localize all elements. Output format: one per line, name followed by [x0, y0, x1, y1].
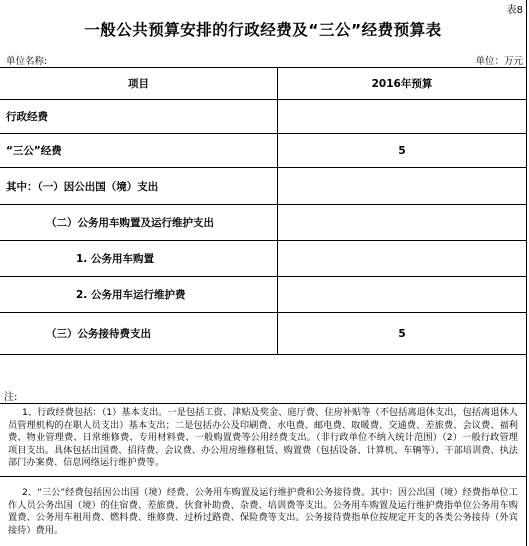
- note-2: [0, 477, 526, 546]
- row-label: （二）公务用车购置及运行维护支出: [0, 205, 278, 240]
- table-number: 表8: [506, 5, 523, 16]
- row-value: 5: [398, 144, 406, 157]
- row-value: [278, 168, 526, 204]
- page-title: 一般公共预算安排的行政经费及“三公”经费预算表: [84, 21, 442, 39]
- row-value: [278, 205, 526, 240]
- sheet-right-border: [526, 0, 527, 546]
- row-value: [278, 241, 526, 276]
- row-label: 2. 公务用车运行维护费: [0, 277, 278, 312]
- notes-label: 注:: [4, 392, 18, 403]
- table-row: [0, 241, 526, 277]
- row-value: [278, 100, 526, 133]
- note-2-text: 2、“三公”经费包括因公出国（境）经费、公务用车购置及运行维护费和公务接待费。其中：因公出国（境）经费指单位工作人员公务出国（境）的住宿费、差旅费、伙食补助费、杂费、培训费等支出。公务用车购置及运行维护费指单位公务用车购置费、公务用车租用费、燃料费、维修费、过桥过路费、保险费等支出。公务接待费指单位按规定开支的各类公务接待（外宾接待）费用。: [8, 487, 518, 536]
- currency-unit-label: 单位：万元: [475, 56, 523, 67]
- row-label: “三公”经费: [0, 134, 278, 167]
- header-budget: 2016年预算: [371, 78, 433, 90]
- row-label: 1. 公务用车购置: [0, 241, 278, 276]
- budget-table: [0, 67, 526, 355]
- table-row: [0, 277, 526, 313]
- row-label: 行政经费: [0, 100, 278, 133]
- table-header-row: [0, 68, 526, 100]
- table-row: [0, 100, 526, 134]
- unit-name-label: 单位名称:: [6, 56, 48, 67]
- note-1-text: 1、行政经费包括：（1）基本支出。一是包括工资、津贴及奖金、庭厅费、住房补贴等（不包括离退休支出，包括离退休人员管理机构的在职人员支出）基本支出；二是包括办公及印刷费、水电费、邮电费、取暖费、交通费、差旅费、会议费、福利费、物业管理费、日常维修费、专用材料费、一般购置费等公用经费支出。（非行政单位不纳入统计范围）（2）一般行政管理项目支出。具体包括出国费、招待费、会议费、办公用房维修租赁、购置费（包括设备、计算机、车辆等）、干部培训费、执法部门办案费、信息网络运行维护费等。: [8, 407, 518, 468]
- table-row: [0, 168, 526, 205]
- table-row: [0, 134, 526, 168]
- row-label: （三）公务接待费支出: [0, 313, 278, 354]
- row-value: [278, 277, 526, 312]
- table-row: [0, 205, 526, 241]
- row-label: 其中：（一）因公出国（境）支出: [0, 168, 278, 204]
- header-item: 项目: [0, 68, 278, 99]
- note-1: [0, 403, 526, 477]
- row-value: 5: [398, 327, 406, 340]
- table-row: [0, 313, 526, 355]
